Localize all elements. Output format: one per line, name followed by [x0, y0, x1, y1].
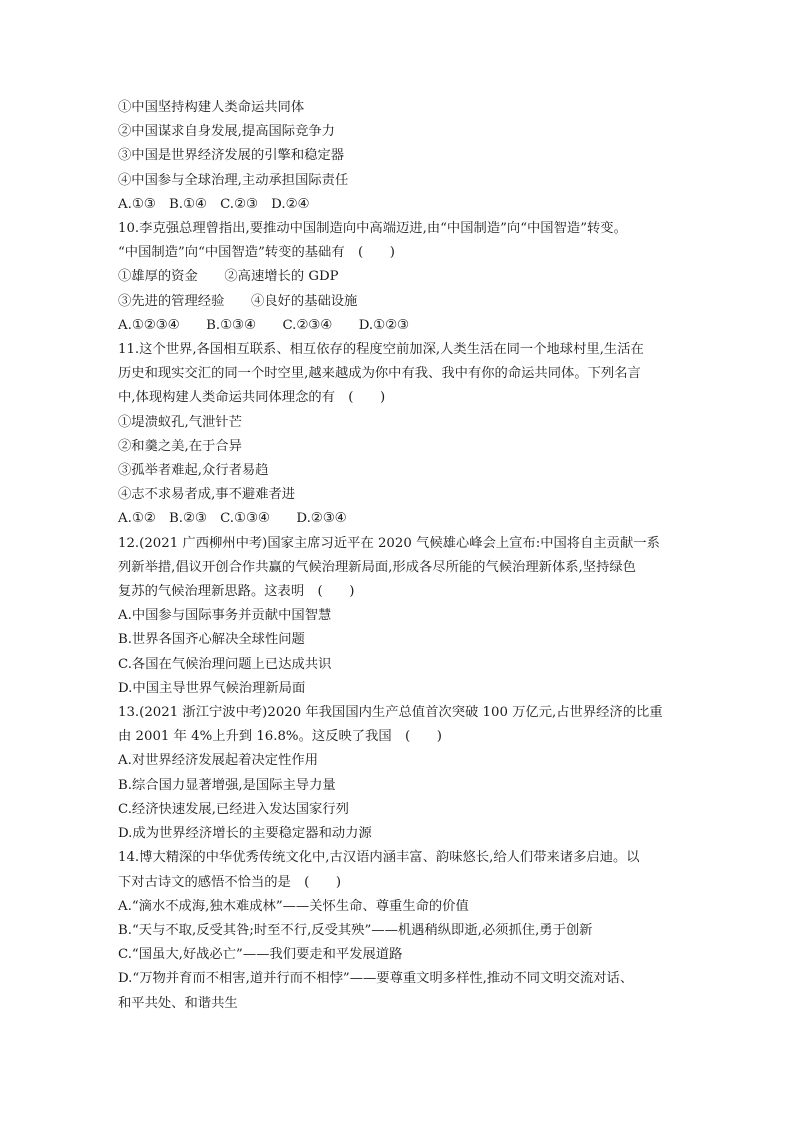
- q9-item-2: ②中国谋求自身发展,提高国际竞争力: [118, 124, 335, 140]
- question-11: [118, 338, 718, 532]
- q11-item-3: ③孤举者难起,众行者易趋: [118, 463, 269, 479]
- q14-option-d: D.“万物并育而不相害,道并行而不相悖”——要尊重文明多样性,推动不同文明交流对话、: [118, 971, 634, 987]
- q11-item-2: ②和羹之美,在于合异: [118, 438, 242, 454]
- q13-option-b: B.综合国力显著增强,是国际主导力量: [118, 777, 336, 793]
- q11-item-1: ①堤溃蚁孔,气泄针芒: [118, 414, 242, 430]
- q9-item-1: ①中国坚持构建人类命运共同体: [118, 100, 305, 115]
- q11-stem-line-2: 历史和现实交汇的同一个时空里,越来越成为你中有我、我中有你的命运共同体。下列名言: [118, 366, 641, 382]
- question-14: [118, 846, 718, 1015]
- q12-stem-line-1: 12.(2021 广西柳州中考)国家主席习近平在 2020 气候雄心峰会上宣布:中国将自主贡献一系: [118, 535, 660, 551]
- q14-option-a: A.“滴水不成海,独木难成林”——关怀生命、尊重生命的价值: [118, 898, 469, 914]
- q14-option-c: C.“国虽大,好战必亡”——我们要走和平发展道路: [118, 947, 403, 963]
- q12-option-a: A.中国参与国际事务并贡献中国智慧: [118, 608, 332, 624]
- q10-item-row-2: ③先进的管理经验 ④良好的基础设施: [118, 293, 358, 309]
- q12-option-d: D.中国主导世界气候治理新局面: [118, 680, 306, 696]
- q14-stem-line-1: 14.博大精深的中华优秀传统文化中,古汉语内涵丰富、韵味悠长,给人们带来诸多启迪。以: [118, 850, 640, 866]
- q10-options: A.①②③④ B.①③④ C.②③④ D.①②③: [118, 317, 409, 333]
- question-13: [118, 701, 718, 846]
- q13-stem-line-2: 由 2001 年 4%上升到 16.8%。这反映了我国 ( ): [118, 729, 442, 745]
- q13-stem-line-1: 13.(2021 浙江宁波中考)2020 年我国国内生产总值首次突破 100 万亿元,占世界经济的比重: [118, 705, 663, 721]
- q12-stem-line-3: 复苏的气候治理新思路。这表明 ( ): [118, 584, 355, 600]
- q11-item-4: ④志不求易者成,事不避难者进: [118, 487, 296, 503]
- q12-option-c: C.各国在气候治理问题上已达成共识: [118, 656, 332, 672]
- q11-stem-line-3: 中,体现构建人类命运共同体理念的有 ( ): [118, 390, 386, 406]
- q14-stem-line-2: 下对古诗文的感悟不恰当的是 ( ): [118, 874, 342, 890]
- q13-option-a: A.对世界经济发展起着决定性作用: [118, 753, 318, 769]
- q13-option-d: D.成为世界经济增长的主要稳定器和动力源: [118, 826, 372, 842]
- exam-page: [118, 96, 718, 1016]
- question-9: [118, 96, 718, 217]
- q9-item-3: ③中国是世界经济发展的引擎和稳定器: [118, 148, 345, 164]
- q12-option-b: B.世界各国齐心解决全球性问题: [118, 632, 305, 648]
- q14-option-b: B.“天与不取,反受其咎;时至不行,反受其殃”——机遇稍纵即逝,必须抓住,勇于创新: [118, 922, 593, 938]
- q9-item-4: ④中国参与全球治理,主动承担国际责任: [118, 172, 349, 188]
- question-12: [118, 532, 718, 701]
- question-10: [118, 217, 718, 338]
- q11-options: A.①② B.②③ C.①③④ D.②③④: [118, 511, 347, 527]
- q10-stem-line-1: 10.李克强总理曾指出,要推动中国制造向中高端迈进,由“中国制造”向“中国智造”转变。: [118, 221, 627, 237]
- q12-stem-line-2: 列新举措,倡议开创合作共赢的气候治理新局面,形成各尽所能的气候治理新体系,坚持绿色: [118, 559, 636, 575]
- q13-option-c: C.经济快速发展,已经进入发达国家行列: [118, 801, 349, 817]
- q10-stem-line-2: “中国制造”向“中国智造”转变的基础有 ( ): [118, 245, 395, 261]
- q14-option-d-continued: 和平共处、和谐共生: [118, 995, 238, 1011]
- q9-options: A.①③ B.①④ C.②③ D.②④: [118, 196, 310, 212]
- q11-stem-line-1: 11.这个世界,各国相互联系、相互依存的程度空前加深,人类生活在同一个地球村里,生活在: [118, 342, 644, 358]
- q10-item-row-1: ①雄厚的资金 ②高速增长的 GDP: [118, 269, 339, 285]
